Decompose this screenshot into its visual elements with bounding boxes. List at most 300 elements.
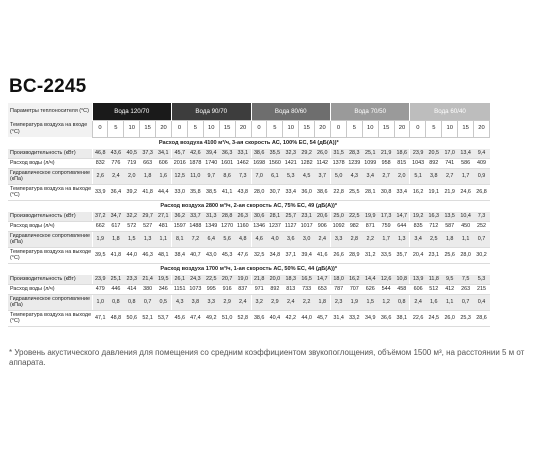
section-row — [8, 200, 490, 212]
value-cell: 40,7 — [187, 247, 203, 263]
value-cell: 1,5 — [362, 294, 378, 310]
value-cell: 1346 — [251, 221, 267, 231]
value-cell: 39,4 — [203, 149, 219, 159]
temp-cell: 10 — [442, 120, 458, 137]
value-cell: 20,5 — [426, 149, 442, 159]
value-cell: 8,1 — [172, 231, 188, 247]
value-cell: 617 — [108, 221, 124, 231]
value-cell: 2,5 — [426, 231, 442, 247]
value-cell: 28,1 — [362, 184, 378, 200]
table-row — [8, 310, 490, 326]
value-cell: 606 — [156, 158, 172, 168]
value-cell: 1239 — [346, 158, 362, 168]
value-cell: 44,0 — [124, 247, 140, 263]
table-row — [8, 184, 490, 200]
value-cell: 1,9 — [92, 231, 108, 247]
value-cell: 35,8 — [187, 184, 203, 200]
value-cell: 707 — [346, 284, 362, 294]
value-cell: 28,9 — [346, 247, 362, 263]
value-cell: 20,6 — [315, 212, 331, 222]
value-cell: 4,8 — [235, 231, 251, 247]
value-cell: 3,8 — [187, 294, 203, 310]
section-title: Расход воздуха 1700 м³/ч, 1-ая скорость АС, 50% ЕС, 44 (дБ(А))* — [160, 265, 338, 272]
value-cell: 46,8 — [92, 149, 108, 159]
value-cell: 3,3 — [203, 294, 219, 310]
value-cell: 30,2 — [474, 247, 490, 263]
value-cell: 25,0 — [330, 212, 346, 222]
value-cell: 2,3 — [330, 294, 346, 310]
value-cell: 12,5 — [172, 168, 188, 184]
value-cell: 1421 — [283, 158, 299, 168]
value-cell: 1073 — [187, 284, 203, 294]
value-cell: 34,7 — [108, 212, 124, 222]
value-cell: 1,3 — [140, 231, 156, 247]
value-cell: 2,2 — [362, 231, 378, 247]
value-cell: 0,5 — [156, 294, 172, 310]
section-row — [8, 137, 490, 149]
value-cell: 586 — [458, 158, 474, 168]
value-cell: 0,7 — [458, 294, 474, 310]
temps-row — [8, 120, 490, 137]
temp-cell: 20 — [156, 120, 172, 137]
value-cell: 5,0 — [330, 168, 346, 184]
value-cell: 3,2 — [251, 294, 267, 310]
value-cell: 2,4 — [108, 168, 124, 184]
value-cell: 815 — [394, 158, 410, 168]
value-cell: 48,1 — [156, 247, 172, 263]
value-cell: 16,3 — [426, 212, 442, 222]
value-cell: 18,0 — [330, 275, 346, 285]
group-header: Вода 70/50 — [330, 103, 409, 120]
value-cell: 263 — [458, 284, 474, 294]
value-cell: 19,9 — [362, 212, 378, 222]
value-cell: 712 — [426, 221, 442, 231]
value-cell: 1,8 — [442, 231, 458, 247]
value-cell: 916 — [219, 284, 235, 294]
value-cell: 719 — [124, 158, 140, 168]
value-cell: 28,1 — [267, 212, 283, 222]
value-cell: 28,0 — [458, 247, 474, 263]
value-cell: 10,8 — [394, 275, 410, 285]
value-cell: 2,0 — [394, 168, 410, 184]
specs-table — [8, 103, 490, 327]
value-cell: 3,8 — [426, 168, 442, 184]
value-cell: 3,7 — [315, 168, 331, 184]
value-cell: 46,3 — [140, 247, 156, 263]
value-cell: 9,4 — [474, 149, 490, 159]
value-cell: 4,6 — [251, 231, 267, 247]
value-cell: 1043 — [410, 158, 426, 168]
value-cell: 25,1 — [108, 275, 124, 285]
value-cell: 7,5 — [458, 275, 474, 285]
value-cell: 5,1 — [410, 168, 426, 184]
value-cell: 1142 — [315, 158, 331, 168]
value-cell: 39,4 — [299, 247, 315, 263]
value-cell: 33,0 — [172, 184, 188, 200]
value-cell: 31,5 — [330, 149, 346, 159]
value-cell: 31,4 — [330, 310, 346, 326]
value-cell: 18,3 — [283, 275, 299, 285]
value-cell: 837 — [235, 284, 251, 294]
temp-cell: 10 — [283, 120, 299, 137]
value-cell: 3,0 — [299, 231, 315, 247]
value-cell: 1488 — [187, 221, 203, 231]
value-cell: 2,9 — [219, 294, 235, 310]
value-cell: 20,0 — [267, 275, 283, 285]
row-label: Расход воды (л/ч) — [8, 284, 92, 294]
value-cell: 450 — [458, 221, 474, 231]
value-cell: 19,0 — [235, 275, 251, 285]
value-cell: 30,6 — [251, 212, 267, 222]
value-cell: 1017 — [299, 221, 315, 231]
temp-cell: 15 — [140, 120, 156, 137]
value-cell: 13,9 — [410, 275, 426, 285]
row-label: Температура воздуха на выходе (°C) — [10, 311, 92, 324]
value-cell: 0,8 — [108, 294, 124, 310]
value-cell: 26,6 — [330, 247, 346, 263]
row-label: Температура воздуха на выходе (°C) — [10, 248, 92, 261]
value-cell: 776 — [108, 158, 124, 168]
value-cell: 33,2 — [346, 310, 362, 326]
temp-cell: 10 — [362, 120, 378, 137]
value-cell: 34,9 — [362, 310, 378, 326]
temp-cell: 10 — [203, 120, 219, 137]
value-cell: 33,9 — [92, 184, 108, 200]
value-cell: 2,4 — [283, 294, 299, 310]
value-cell: 32,5 — [251, 247, 267, 263]
value-cell: 0,4 — [474, 294, 490, 310]
value-cell: 43,6 — [108, 149, 124, 159]
value-cell: 45,3 — [219, 247, 235, 263]
value-cell: 1270 — [219, 221, 235, 231]
temp-cell: 15 — [219, 120, 235, 137]
value-cell: 1,5 — [124, 231, 140, 247]
value-cell: 22,6 — [410, 310, 426, 326]
temp-cell: 5 — [187, 120, 203, 137]
value-cell: 832 — [92, 158, 108, 168]
value-cell: 19,1 — [426, 184, 442, 200]
value-cell: 35,5 — [267, 149, 283, 159]
value-cell: 20,4 — [410, 247, 426, 263]
param-label: Параметры теплоносителя (°C) — [8, 103, 92, 120]
table-row — [8, 221, 490, 231]
table-row — [8, 212, 490, 222]
section-title: Расход воздуха 4100 м³/ч, 3-ая скорость АС, 100% ЕС, 54 (дБ(А))* — [158, 139, 339, 146]
value-cell: 27,1 — [156, 212, 172, 222]
value-cell: 7,0 — [251, 168, 267, 184]
value-cell: 11,0 — [187, 168, 203, 184]
value-cell: 1151 — [172, 284, 188, 294]
value-cell: 0,7 — [474, 231, 490, 247]
value-cell: 626 — [362, 284, 378, 294]
footnote: * Уровень акустического давления для помещения со средним коэффициентом звукопоглощения, объёмом 1500 м³, на расстоянии 5 м от аппарата. — [9, 348, 525, 368]
table-row — [8, 231, 490, 247]
value-cell: 47,4 — [187, 310, 203, 326]
value-cell: 479 — [92, 284, 108, 294]
row-label: Производительность (кВт) — [8, 149, 92, 159]
section-title: Расход воздуха 2800 м³/ч, 2-ая скорость АС, 75% ЕС, 49 (дБ(А))* — [160, 202, 338, 209]
value-cell: 1740 — [203, 158, 219, 168]
row-label: Гидравлическое сопротивление (кПа) — [8, 168, 92, 184]
section-row — [8, 263, 490, 275]
value-cell: 1,1 — [442, 294, 458, 310]
value-cell: 22,5 — [346, 212, 362, 222]
table-row — [8, 149, 490, 159]
value-cell: 3,3 — [330, 231, 346, 247]
value-cell: 414 — [124, 284, 140, 294]
value-cell: 36,0 — [299, 184, 315, 200]
row-label: Гидравлическое сопротивление (кПа) — [8, 231, 92, 247]
temp-cell: 15 — [378, 120, 394, 137]
value-cell: 22,5 — [203, 275, 219, 285]
value-cell: 24,5 — [426, 310, 442, 326]
value-cell: 34,1 — [156, 149, 172, 159]
value-cell: 17,0 — [442, 149, 458, 159]
value-cell: 2,6 — [92, 168, 108, 184]
value-cell: 18,6 — [394, 149, 410, 159]
value-cell: 1,8 — [315, 294, 331, 310]
value-cell: 45,6 — [172, 310, 188, 326]
value-cell: 892 — [426, 158, 442, 168]
temp-cell: 20 — [474, 120, 490, 137]
value-cell: 24,6 — [458, 184, 474, 200]
value-cell: 5,3 — [474, 275, 490, 285]
value-cell: 1,3 — [394, 231, 410, 247]
value-cell: 44,0 — [299, 310, 315, 326]
value-cell: 26,1 — [172, 275, 188, 285]
value-cell: 31,3 — [203, 212, 219, 222]
value-cell: 892 — [267, 284, 283, 294]
value-cell: 41,8 — [108, 247, 124, 263]
temp-cell: 5 — [426, 120, 442, 137]
value-cell: 25,6 — [442, 247, 458, 263]
value-cell: 0,8 — [124, 294, 140, 310]
value-cell: 43,8 — [235, 184, 251, 200]
value-cell: 36,3 — [219, 149, 235, 159]
value-cell: 14,7 — [394, 212, 410, 222]
value-cell: 982 — [346, 221, 362, 231]
value-cell: 1,6 — [426, 294, 442, 310]
value-cell: 7,3 — [235, 168, 251, 184]
temp-cell: 0 — [410, 120, 426, 137]
value-cell: 25,3 — [458, 310, 474, 326]
value-cell: 663 — [140, 158, 156, 168]
value-cell: 21,8 — [251, 275, 267, 285]
value-cell: 32,3 — [283, 149, 299, 159]
value-cell: 33,4 — [394, 184, 410, 200]
value-cell: 36,2 — [172, 212, 188, 222]
header-row — [8, 103, 490, 120]
value-cell: 0,9 — [474, 168, 490, 184]
value-cell: 9,7 — [203, 168, 219, 184]
value-cell: 23,1 — [299, 212, 315, 222]
value-cell: 0,8 — [394, 294, 410, 310]
value-cell: 1,8 — [140, 168, 156, 184]
value-cell: 1597 — [172, 221, 188, 231]
temp-cell: 10 — [124, 120, 140, 137]
value-cell: 19,5 — [156, 275, 172, 285]
value-cell: 28,6 — [474, 310, 490, 326]
temp-cell: 15 — [458, 120, 474, 137]
value-cell: 21,9 — [442, 184, 458, 200]
value-cell: 20,7 — [219, 275, 235, 285]
value-cell: 958 — [378, 158, 394, 168]
value-cell: 409 — [474, 158, 490, 168]
value-cell: 31,2 — [362, 247, 378, 263]
value-cell: 1282 — [299, 158, 315, 168]
value-cell: 653 — [315, 284, 331, 294]
value-cell: 19,2 — [410, 212, 426, 222]
value-cell: 25,1 — [362, 149, 378, 159]
value-cell: 1,9 — [346, 294, 362, 310]
value-cell: 527 — [140, 221, 156, 231]
value-cell: 40,5 — [124, 149, 140, 159]
value-cell: 25,7 — [283, 212, 299, 222]
value-cell: 42,6 — [187, 149, 203, 159]
value-cell: 33,4 — [283, 184, 299, 200]
value-cell: 1127 — [283, 221, 299, 231]
value-cell: 662 — [92, 221, 108, 231]
value-cell: 1092 — [330, 221, 346, 231]
value-cell: 7,3 — [474, 212, 490, 222]
value-cell: 53,7 — [156, 310, 172, 326]
row-label: Температура воздуха на выходе (°C) — [10, 185, 92, 198]
value-cell: 5,3 — [283, 168, 299, 184]
value-cell: 49,2 — [203, 310, 219, 326]
value-cell: 3,6 — [283, 231, 299, 247]
value-cell: 572 — [124, 221, 140, 231]
value-cell: 813 — [283, 284, 299, 294]
value-cell: 44,4 — [156, 184, 172, 200]
temp-cell: 20 — [235, 120, 251, 137]
value-cell: 587 — [442, 221, 458, 231]
value-cell: 512 — [426, 284, 442, 294]
row-label: Расход воды (л/ч) — [8, 158, 92, 168]
value-cell: 40,4 — [267, 310, 283, 326]
value-cell: 1,8 — [108, 231, 124, 247]
value-cell: 458 — [394, 284, 410, 294]
value-cell: 1378 — [330, 158, 346, 168]
table-row — [8, 168, 490, 184]
value-cell: 2,2 — [299, 294, 315, 310]
value-cell: 48,8 — [108, 310, 124, 326]
value-cell: 52,8 — [235, 310, 251, 326]
value-cell: 12,6 — [378, 275, 394, 285]
value-cell: 1,6 — [156, 168, 172, 184]
value-cell: 33,1 — [235, 149, 251, 159]
value-cell: 4,0 — [267, 231, 283, 247]
value-cell: 4,3 — [346, 168, 362, 184]
value-cell: 16,5 — [299, 275, 315, 285]
value-cell: 38,6 — [251, 149, 267, 159]
value-cell: 6,1 — [267, 168, 283, 184]
value-cell: 252 — [474, 221, 490, 231]
value-cell: 1,7 — [458, 168, 474, 184]
table-row — [8, 275, 490, 285]
value-cell: 39,5 — [92, 247, 108, 263]
inlet-temp-label: Температура воздуха на входе (°C) — [8, 120, 92, 137]
value-cell: 1160 — [235, 221, 251, 231]
value-cell: 4,3 — [172, 294, 188, 310]
value-cell: 28,3 — [346, 149, 362, 159]
value-cell: 39,2 — [124, 184, 140, 200]
value-cell: 906 — [315, 221, 331, 231]
value-cell: 5,6 — [219, 231, 235, 247]
value-cell: 3,4 — [362, 168, 378, 184]
value-cell: 26,0 — [442, 310, 458, 326]
value-cell: 1,1 — [458, 231, 474, 247]
value-cell: 13,4 — [458, 149, 474, 159]
value-cell: 22,8 — [330, 184, 346, 200]
value-cell: 215 — [474, 284, 490, 294]
value-cell: 26,0 — [315, 149, 331, 159]
value-cell: 1,2 — [378, 294, 394, 310]
value-cell: 1560 — [267, 158, 283, 168]
value-cell: 37,3 — [140, 149, 156, 159]
value-cell: 45,7 — [315, 310, 331, 326]
value-cell: 21,9 — [378, 149, 394, 159]
temp-cell: 20 — [394, 120, 410, 137]
value-cell: 14,4 — [362, 275, 378, 285]
value-cell: 23,9 — [410, 149, 426, 159]
value-cell: 33,7 — [187, 212, 203, 222]
value-cell: 8,6 — [219, 168, 235, 184]
value-cell: 17,3 — [378, 212, 394, 222]
temp-cell: 15 — [299, 120, 315, 137]
value-cell: 7,2 — [187, 231, 203, 247]
row-label: Производительность (кВт) — [8, 212, 92, 222]
value-cell: 1462 — [235, 158, 251, 168]
value-cell: 26,3 — [235, 212, 251, 222]
value-cell: 2016 — [172, 158, 188, 168]
value-cell: 2,4 — [315, 231, 331, 247]
value-cell: 29,2 — [299, 149, 315, 159]
temp-cell: 5 — [346, 120, 362, 137]
value-cell: 644 — [394, 221, 410, 231]
value-cell: 787 — [330, 284, 346, 294]
value-cell: 24,3 — [187, 275, 203, 285]
value-cell: 36,6 — [378, 310, 394, 326]
value-cell: 42,2 — [283, 310, 299, 326]
table-row — [8, 158, 490, 168]
page-title: BC-2245 — [9, 76, 87, 97]
value-cell: 995 — [203, 284, 219, 294]
value-cell: 741 — [442, 158, 458, 168]
value-cell: 28,8 — [219, 212, 235, 222]
value-cell: 2,0 — [124, 168, 140, 184]
value-cell: 9,5 — [442, 275, 458, 285]
value-cell: 3,4 — [410, 231, 426, 247]
group-header: Вода 80/60 — [251, 103, 330, 120]
value-cell: 1601 — [219, 158, 235, 168]
value-cell: 0,7 — [140, 294, 156, 310]
value-cell: 346 — [156, 284, 172, 294]
value-cell: 16,2 — [346, 275, 362, 285]
value-cell: 544 — [378, 284, 394, 294]
value-cell: 26,8 — [474, 184, 490, 200]
value-cell: 47,1 — [92, 310, 108, 326]
value-cell: 52,1 — [140, 310, 156, 326]
value-cell: 51,0 — [219, 310, 235, 326]
temp-cell: 0 — [172, 120, 188, 137]
value-cell: 16,2 — [410, 184, 426, 200]
value-cell: 30,7 — [267, 184, 283, 200]
table-row — [8, 294, 490, 310]
temp-cell: 0 — [251, 120, 267, 137]
table-row — [8, 284, 490, 294]
value-cell: 835 — [410, 221, 426, 231]
value-cell: 2,9 — [267, 294, 283, 310]
